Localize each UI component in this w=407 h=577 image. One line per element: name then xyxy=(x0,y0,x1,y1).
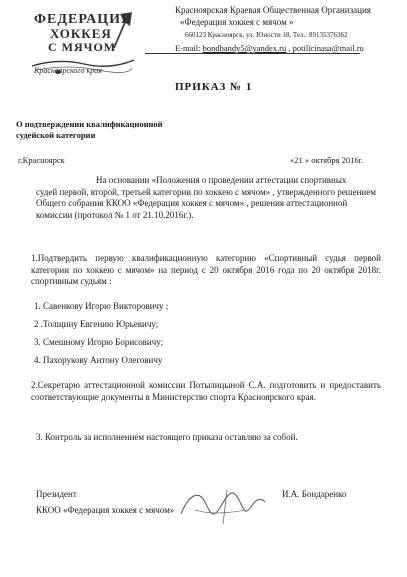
signatory-org: ККОО «Федерация хоккея с мячом» xyxy=(36,505,175,515)
email-separator: , xyxy=(286,43,293,53)
document-subject xyxy=(16,119,163,141)
list-item: 1. Савенкову Игорю Викторовичу ; xyxy=(34,301,169,311)
basis-paragraph xyxy=(36,175,384,222)
signatory-title: Президент xyxy=(36,489,77,499)
basis-rest: судей первой, второй, третьей категории по хоккею с мячом» , утвержденного решением Общего собрания ККОО «Федерация хоккея с мячом» , решения аттестационной комиссии (протокол № 1 от 21.10.2016г.). xyxy=(36,186,376,221)
header-divider xyxy=(145,53,360,54)
handwritten-signature-icon xyxy=(175,480,270,530)
document-date: «21 » октября 2016г. xyxy=(290,155,364,165)
city: г.Красноярск xyxy=(18,155,65,165)
judges-list xyxy=(34,302,168,374)
email-link-2[interactable]: potilicinasa@mail.ru xyxy=(292,43,364,53)
logo-line-2: ХОККЕЯ xyxy=(50,26,112,41)
list-item: 3. Смешному Игорю Борисовичу; xyxy=(34,337,164,347)
order-item-2: 2.Секретарю аттестационной комиссии Потылицыной С.А. подготовить и предоставить соответствующие документы в Министерство спорта Красноярского края. xyxy=(31,380,381,402)
logo-line-3: С МЯЧОМ xyxy=(48,40,117,54)
order-item-3: 3. Контроль за исполнением настоящего приказа оставляю за собой. xyxy=(36,432,298,442)
logo-region: Красноярского края xyxy=(34,66,103,75)
signatory-name: И.А. Бондаренко xyxy=(282,489,347,499)
basis-first-line: На основании «Положения о проведении аттестации спортивных xyxy=(96,175,347,185)
email-link-1[interactable]: bondbandy5@yandex.ru xyxy=(202,43,287,53)
list-item: 2 .Толщину Евгению Юрьевичу; xyxy=(34,319,159,329)
document-title: ПРИКАЗ № 1 xyxy=(175,81,253,93)
order-item-1: 1.Подтвердить первую квалификационную категорию «Спортивный судья первой категории по хоккею с мячом» на период с 20 октября 2016 года по 20 октября 2018г. спортивным судьям : xyxy=(31,253,381,287)
logo-line-1: ФЕДЕРАЦИЯ xyxy=(34,12,133,27)
email-label: E-mail: xyxy=(175,43,201,53)
subject-line-2: судейской категории xyxy=(16,130,96,141)
header-address: 660123 Красноярск, ул. Юности 18. Тел.: 89135376362 xyxy=(185,31,348,39)
list-item: 4. Пахорукову Антону Олеговичу xyxy=(34,355,163,365)
header-org: Красноярская Краевая Общественная Организация xyxy=(175,5,371,15)
subject-line-1: О подтверждении квалификационной xyxy=(16,119,163,129)
header-federation: «Федерация хоккея с мячом » xyxy=(180,17,294,27)
